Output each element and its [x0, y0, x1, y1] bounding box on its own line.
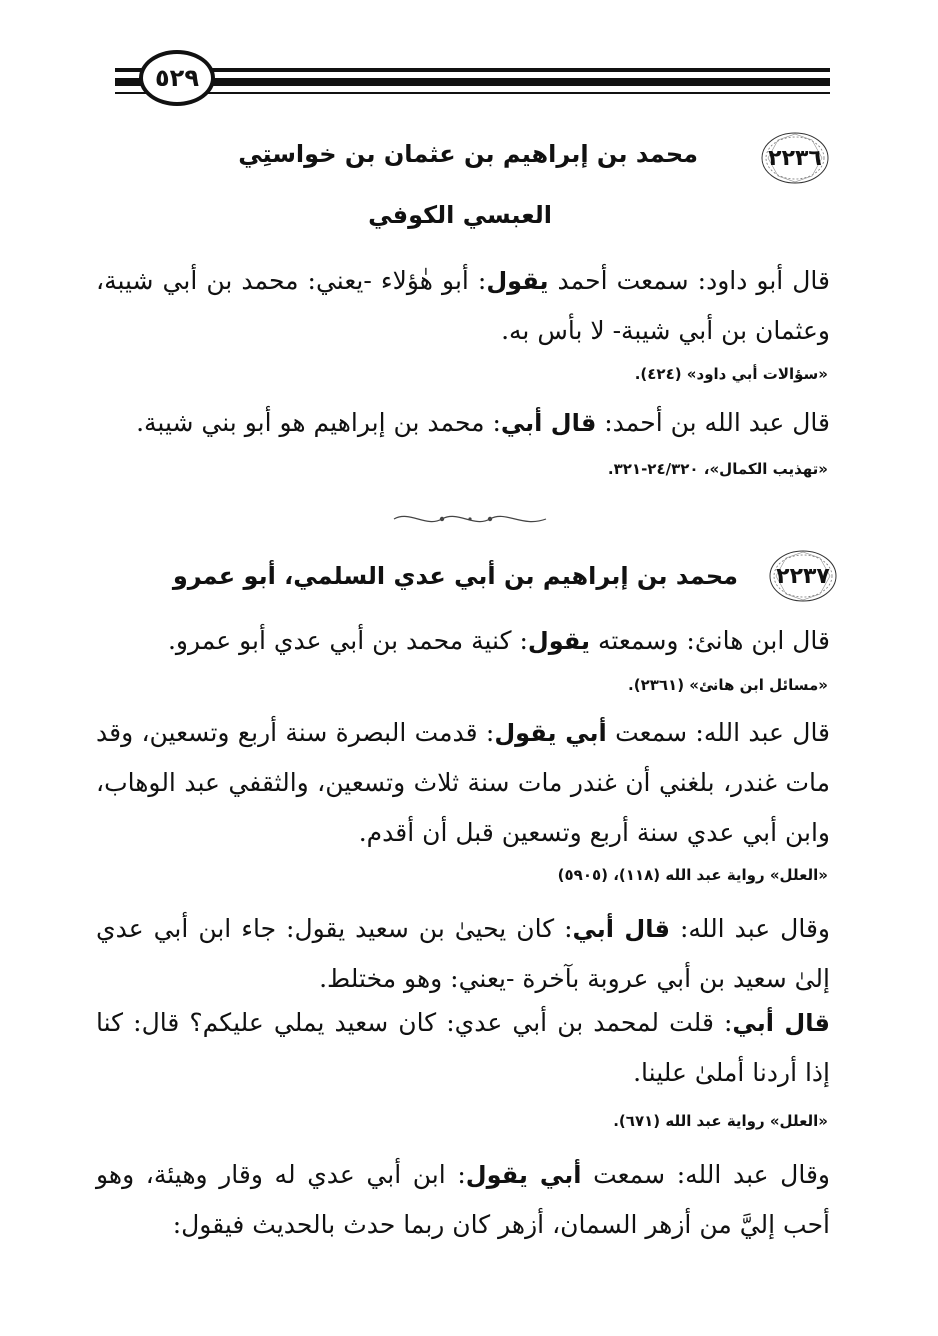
page-header	[0, 0, 938, 130]
header-rule-under	[115, 92, 830, 94]
source-reference: «تهذيب الكمال»، ٢٤/٣٢٠-٣٢١.	[607, 460, 828, 478]
header-rule-top	[115, 68, 830, 72]
source-reference: «مسائل ابن هانئ» (٢٣٦١).	[628, 676, 828, 694]
source-reference: «العلل» رواية عبد الله (٦٧١).	[613, 1112, 828, 1130]
entry-title-line: العبسي الكوفي	[368, 201, 552, 229]
entry-number-badge: ٢٢٣٧	[766, 548, 840, 604]
paragraph: قال أبي: قلت لمحمد بن أبي عدي: كان سعيد يملي عليكم؟ قال: كنا إذا أردنا أملىٰ علينا.	[96, 1008, 830, 1087]
entry-title-line: محمد بن إبراهيم بن أبي عدي السلمي، أبو عمرو	[172, 562, 738, 590]
source-reference: «العلل» رواية عبد الله (١١٨)، (٥٩٠٥)	[557, 866, 828, 884]
paragraph: قال ابن هانئ: وسمعته يقول: كنية محمد بن أبي عدي أبو عمرو.	[167, 626, 830, 655]
paragraph: وقال عبد الله: قال أبي: كان يحيىٰ بن سعيد يقول: جاء ابن أبي عدي إلىٰ سعيد بن أبي عروبة بآخرة -يعني: وهو مختلط.	[96, 914, 830, 993]
paragraph: وقال عبد الله: سمعت أبي يقول: ابن أبي عدي له وقار وهيئة، وهو أحب إليَّ من أزهر السمان، أزهر كان ربما حدث بالحديث فيقول:	[96, 1160, 830, 1239]
page-number: ٥٢٩	[139, 50, 215, 106]
ornament-divider-icon	[390, 510, 550, 528]
paragraph: قال أبو داود: سمعت أحمد يقول: أبو هٰؤلاء -يعني: محمد بن أبي شيبة، وعثمان بن أبي شيبة- لا بأس به.	[96, 266, 831, 345]
paragraph: قال عبد الله بن أحمد: قال أبي: محمد بن إبراهيم هو أبو بني شيبة.	[136, 408, 830, 437]
entry-number-badge: ٢٢٣٦	[758, 130, 832, 186]
header-rule-bottom	[115, 78, 830, 86]
entry-title-line: محمد بن إبراهيم بن عثمان بن خواستِي	[238, 140, 698, 168]
paragraph: قال عبد الله: سمعت أبي يقول: قدمت البصرة سنة أربع وتسعين، وقد مات غندر، بلغني أن غندر مات سنة ثلاث وتسعين، والثقفي عبد الوهاب، وابن أبي عدي سنة أربع وتسعين قبل أن أقدم.	[96, 718, 831, 847]
source-reference: «سؤالات أبي داود» (٤٢٤).	[634, 365, 828, 383]
